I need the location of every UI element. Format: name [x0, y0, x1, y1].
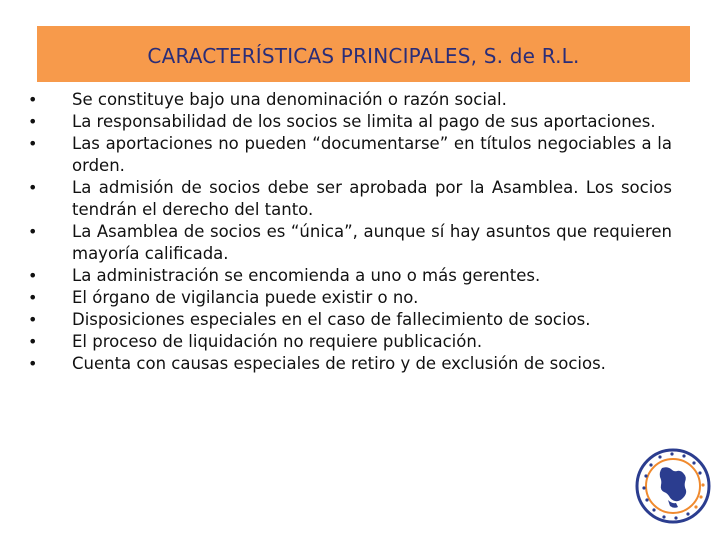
bullet-dot-icon: • [28, 310, 38, 329]
bullet-dot-icon: • [28, 332, 38, 351]
bullet-item [28, 111, 672, 133]
slide-title: CARACTERÍSTICAS PRINCIPALES, S. de R.L. [147, 44, 580, 68]
bullet-dot-icon: • [28, 134, 38, 153]
bullet-text: Se constituye bajo una denominación o razón social. [72, 90, 507, 109]
bullet-item [28, 331, 672, 353]
seal-emblem-icon [634, 446, 712, 526]
bullet-text: Cuenta con causas especiales de retiro y de exclusión de socios. [72, 354, 606, 373]
bullet-dot-icon: • [28, 90, 38, 109]
bullet-item [28, 309, 672, 331]
bullet-dot-icon: • [28, 222, 38, 241]
bullet-dot-icon: • [28, 266, 38, 285]
bullet-item [28, 265, 672, 287]
title-bar [37, 26, 690, 82]
bullet-item [28, 221, 672, 265]
bullet-text: La administración se encomienda a uno o más gerentes. [72, 266, 541, 285]
bullet-text: La admisión de socios debe ser aprobada por la Asamblea. Los socios tendrán el derecho del tanto. [72, 178, 672, 219]
bullet-text: Las aportaciones no pueden “documentarse” en títulos negociables a la orden. [72, 134, 672, 175]
bullet-list [28, 89, 672, 375]
bullet-text: El órgano de vigilancia puede existir o no. [72, 288, 419, 307]
bullet-text: El proceso de liquidación no requiere publicación. [72, 332, 483, 351]
bullet-dot-icon: • [28, 354, 38, 373]
bullet-item [28, 287, 672, 309]
bullet-item [28, 89, 672, 111]
bullet-item [28, 353, 672, 375]
bullet-dot-icon: • [28, 178, 38, 197]
bullet-item [28, 177, 672, 221]
bullet-item [28, 133, 672, 177]
bullet-text: Disposiciones especiales en el caso de fallecimiento de socios. [72, 310, 591, 329]
bullet-text: La responsabilidad de los socios se limita al pago de sus aportaciones. [72, 112, 656, 131]
bullet-text: La Asamblea de socios es “única”, aunque sí hay asuntos que requieren mayoría calificada. [72, 222, 672, 263]
bullet-dot-icon: • [28, 288, 38, 307]
bullet-dot-icon: • [28, 112, 38, 131]
